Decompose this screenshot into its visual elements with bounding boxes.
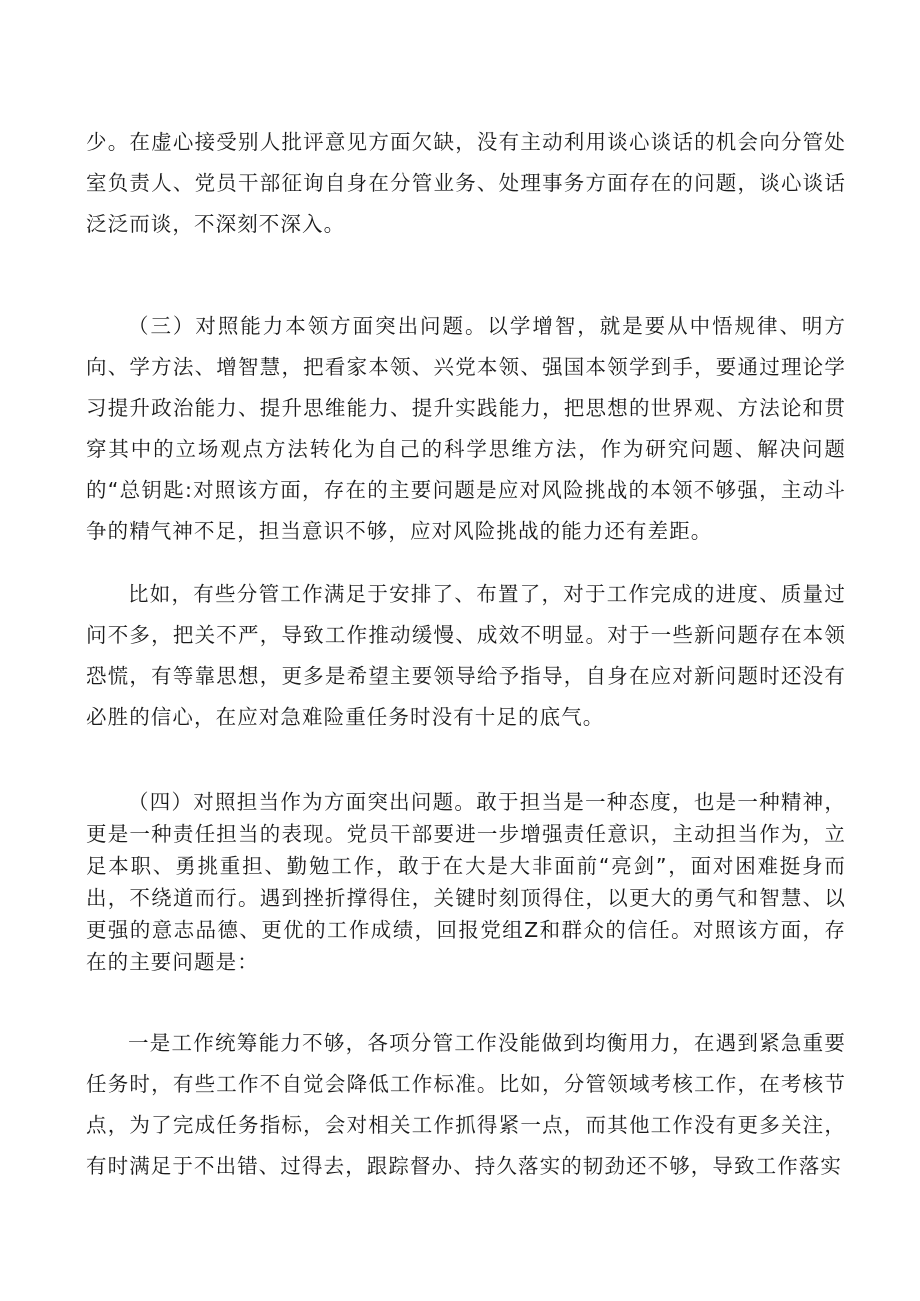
paragraph-point-one-coordination: 一是工作统筹能力不够，各项分管工作没能做到均衡用力，在遇到紧急重要任务时，有些工作不自觉会降低工作标准。比如，分管领域考核工作，在考核节点，为了完成任务指标，会对相关工作抓得紧一点，而其他工作没有更多关注，有时满足于不出错、过得去，跟踪督办、持久落实的韧劲还不够，导致工作落实 <box>86 1031 846 1178</box>
paragraph-example-insufficient-ability: 比如，有些分管工作满足于安排了、布置了，对于工作完成的进度、质量过问不多，把关不严，导致工作推动缓慢、成效不明显。对于一些新问题存在本领恐慌，有等靠思想，更多是希望主要领导给予指导，自身在应对新问题时还没有必胜的信心，在应对急难险重任务时没有十足的底气。 <box>86 582 846 729</box>
paragraph-section-four-responsibility: （四）对照担当作为方面突出问题。敢于担当是一种态度，也是一种精神，更是一种责任担当的表现。党员干部要进一步增强责任意识，主动担当作为，立足本职、勇挑重担、勤勉工作，敢于在大是大非面前“亮剑”，面对困难挺身而出，不绕道而行。遇到挫折撑得住，关键时刻顶得住，以更大的勇气和智慧、以更强的意志品德、更优的工作成绩，回报党组Z和群众的信任。对照该方面，存在的主要问题是： <box>86 790 846 974</box>
paragraph-section-three-ability: （三）对照能力本领方面突出问题。以学增智，就是要从中悟规律、明方向、学方法、增智慧，把看家本领、兴党本领、强国本领学到手，要通过理论学习提升政治能力、提升思维能力、提升实践能力，把思想的世界观、方法论和贯穿其中的立场观点方法转化为自己的科学思维方法，作为研究问题、解决问题的“总钥匙:对照该方面，存在的主要问题是应对风险挑战的本领不够强，主动斗争的精气神不足，担当意识不够，应对风险挑战的能力还有差距。 <box>86 314 846 543</box>
paragraph-self-criticism-continued: 少。在虚心接受别人批评意见方面欠缺，没有主动利用谈心谈话的机会向分管处室负责人、党员干部征询自身在分管业务、处理事务方面存在的问题，谈心谈话泛泛而谈，不深刻不深入。 <box>86 130 846 236</box>
